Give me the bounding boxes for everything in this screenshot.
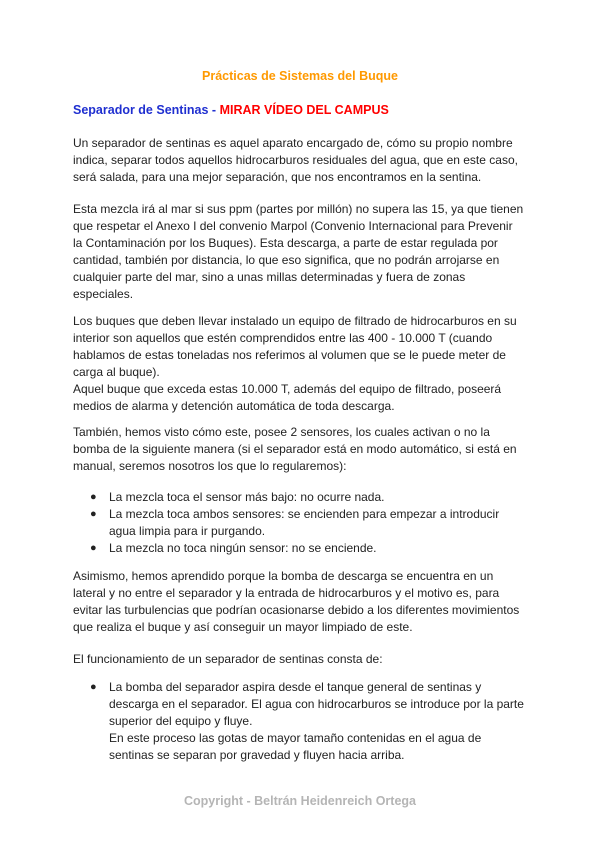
- text-line: lateral y no entre el separador y la entrada de hidrocarburos y el motivo es, para: [73, 586, 500, 600]
- text-line: hablamos de estas toneladas nos referimos al volumen que se le puede meter de: [73, 348, 506, 362]
- bullet-icon: ●: [90, 491, 97, 503]
- text-line: La mezcla toca ambos sensores: se encienden para empezar a introducir: [109, 507, 500, 521]
- text-line: En este proceso las gotas de mayor tamaño contenidas en el agua de: [109, 731, 482, 745]
- text-line: bomba de la siguiente manera (si el separador está en modo automático, si está en: [73, 442, 517, 456]
- document-title: Prácticas de Sistemas del Buque: [202, 69, 398, 83]
- paragraph-buques: [73, 313, 543, 415]
- text-line: carga al buque).: [73, 365, 160, 379]
- section-heading: [73, 103, 389, 117]
- text-line: especiales.: [73, 287, 134, 301]
- paragraph-sensores: [73, 424, 543, 475]
- text-line: la Contaminación por los Buques). Esta descarga, a parte de estar regulada por: [73, 236, 498, 250]
- bullet-icon: ●: [90, 542, 97, 554]
- text-line: superior del equipo y fluye.: [109, 714, 253, 728]
- text-line: será salada, para una mejor separación, que nos encontramos en la sentina.: [73, 170, 482, 184]
- list-item: [73, 506, 543, 540]
- text-line: evitar las turbulencias que podrían ocasionarse debido a los diferentes movimientos: [73, 603, 520, 617]
- paragraph-intro: [73, 135, 543, 186]
- text-line: que respetar el Anexo I del convenio Marpol (Convenio Internacional para Prevenir: [73, 219, 513, 233]
- copyright-footer: Copyright - Beltrán Heidenreich Ortega: [184, 794, 416, 808]
- campus-video-link[interactable]: MIRAR VÍDEO DEL CAMPUS: [219, 103, 389, 117]
- text-line: Aquel buque que exceda estas 10.000 T, además del equipo de filtrado, poseerá: [73, 382, 502, 396]
- list-item: [73, 540, 543, 557]
- text-line: cualquier parte del mar, sino a unas millas determinadas y fuera de zonas: [73, 270, 466, 284]
- paragraph-bomba: [73, 568, 543, 636]
- text-line: Asimismo, hemos aprendido porque la bomba de descarga se encuentra en un: [73, 569, 494, 583]
- text-line: que realiza el buque y así conseguir un mayor limpiado de este.: [73, 620, 413, 634]
- section-heading-text: Separador de Sentinas -: [73, 103, 220, 117]
- text-line: Esta mezcla irá al mar si sus ppm (partes por millón) no supera las 15, ya que tienen: [73, 202, 524, 216]
- paragraph-funcionamiento: [73, 651, 543, 668]
- list-item: [73, 679, 543, 764]
- paragraph-marpol: [73, 201, 543, 303]
- text-line: indica, separar todos aquellos hidrocarburos residuales del agua, que en este caso,: [73, 153, 518, 167]
- text-line: La bomba del separador aspira desde el tanque general de sentinas y: [109, 680, 482, 694]
- text-line: Un separador de sentinas es aquel aparato encargado de, cómo su propio nombre: [73, 136, 513, 150]
- text-line: manual, seremos nosotros los que lo regularemos):: [73, 459, 347, 473]
- text-line: Los buques que deben llevar instalado un equipo de filtrado de hidrocarburos en su: [73, 314, 517, 328]
- text-line: La mezcla no toca ningún sensor: no se enciende.: [109, 541, 377, 555]
- bullet-icon: ●: [90, 508, 97, 520]
- text-line: También, hemos visto cómo este, posee 2 sensores, los cuales activan o no la: [73, 425, 490, 439]
- text-line: La mezcla toca el sensor más bajo: no ocurre nada.: [109, 490, 385, 504]
- bullet-icon: ●: [90, 681, 97, 693]
- text-line: descarga en el separador. El agua con hidrocarburos se introduce por la parte: [109, 697, 524, 711]
- text-line: sentinas se separan por gravedad y fluyen hacia arriba.: [109, 748, 405, 762]
- sensor-bullet-list: [73, 489, 543, 557]
- function-bullet-list: [73, 679, 543, 764]
- text-line: agua limpia para ir purgando.: [109, 524, 266, 538]
- text-line: interior son aquellos que estén comprendidos entre las 400 - 10.000 T (cuando: [73, 331, 493, 345]
- text-line: medios de alarma y detención automática de toda descarga.: [73, 399, 395, 413]
- list-item: [73, 489, 543, 506]
- text-line: El funcionamiento de un separador de sentinas consta de:: [73, 652, 383, 666]
- text-line: cantidad, también por distancia, lo que eso significa, que no podrán arrojarse en: [73, 253, 500, 267]
